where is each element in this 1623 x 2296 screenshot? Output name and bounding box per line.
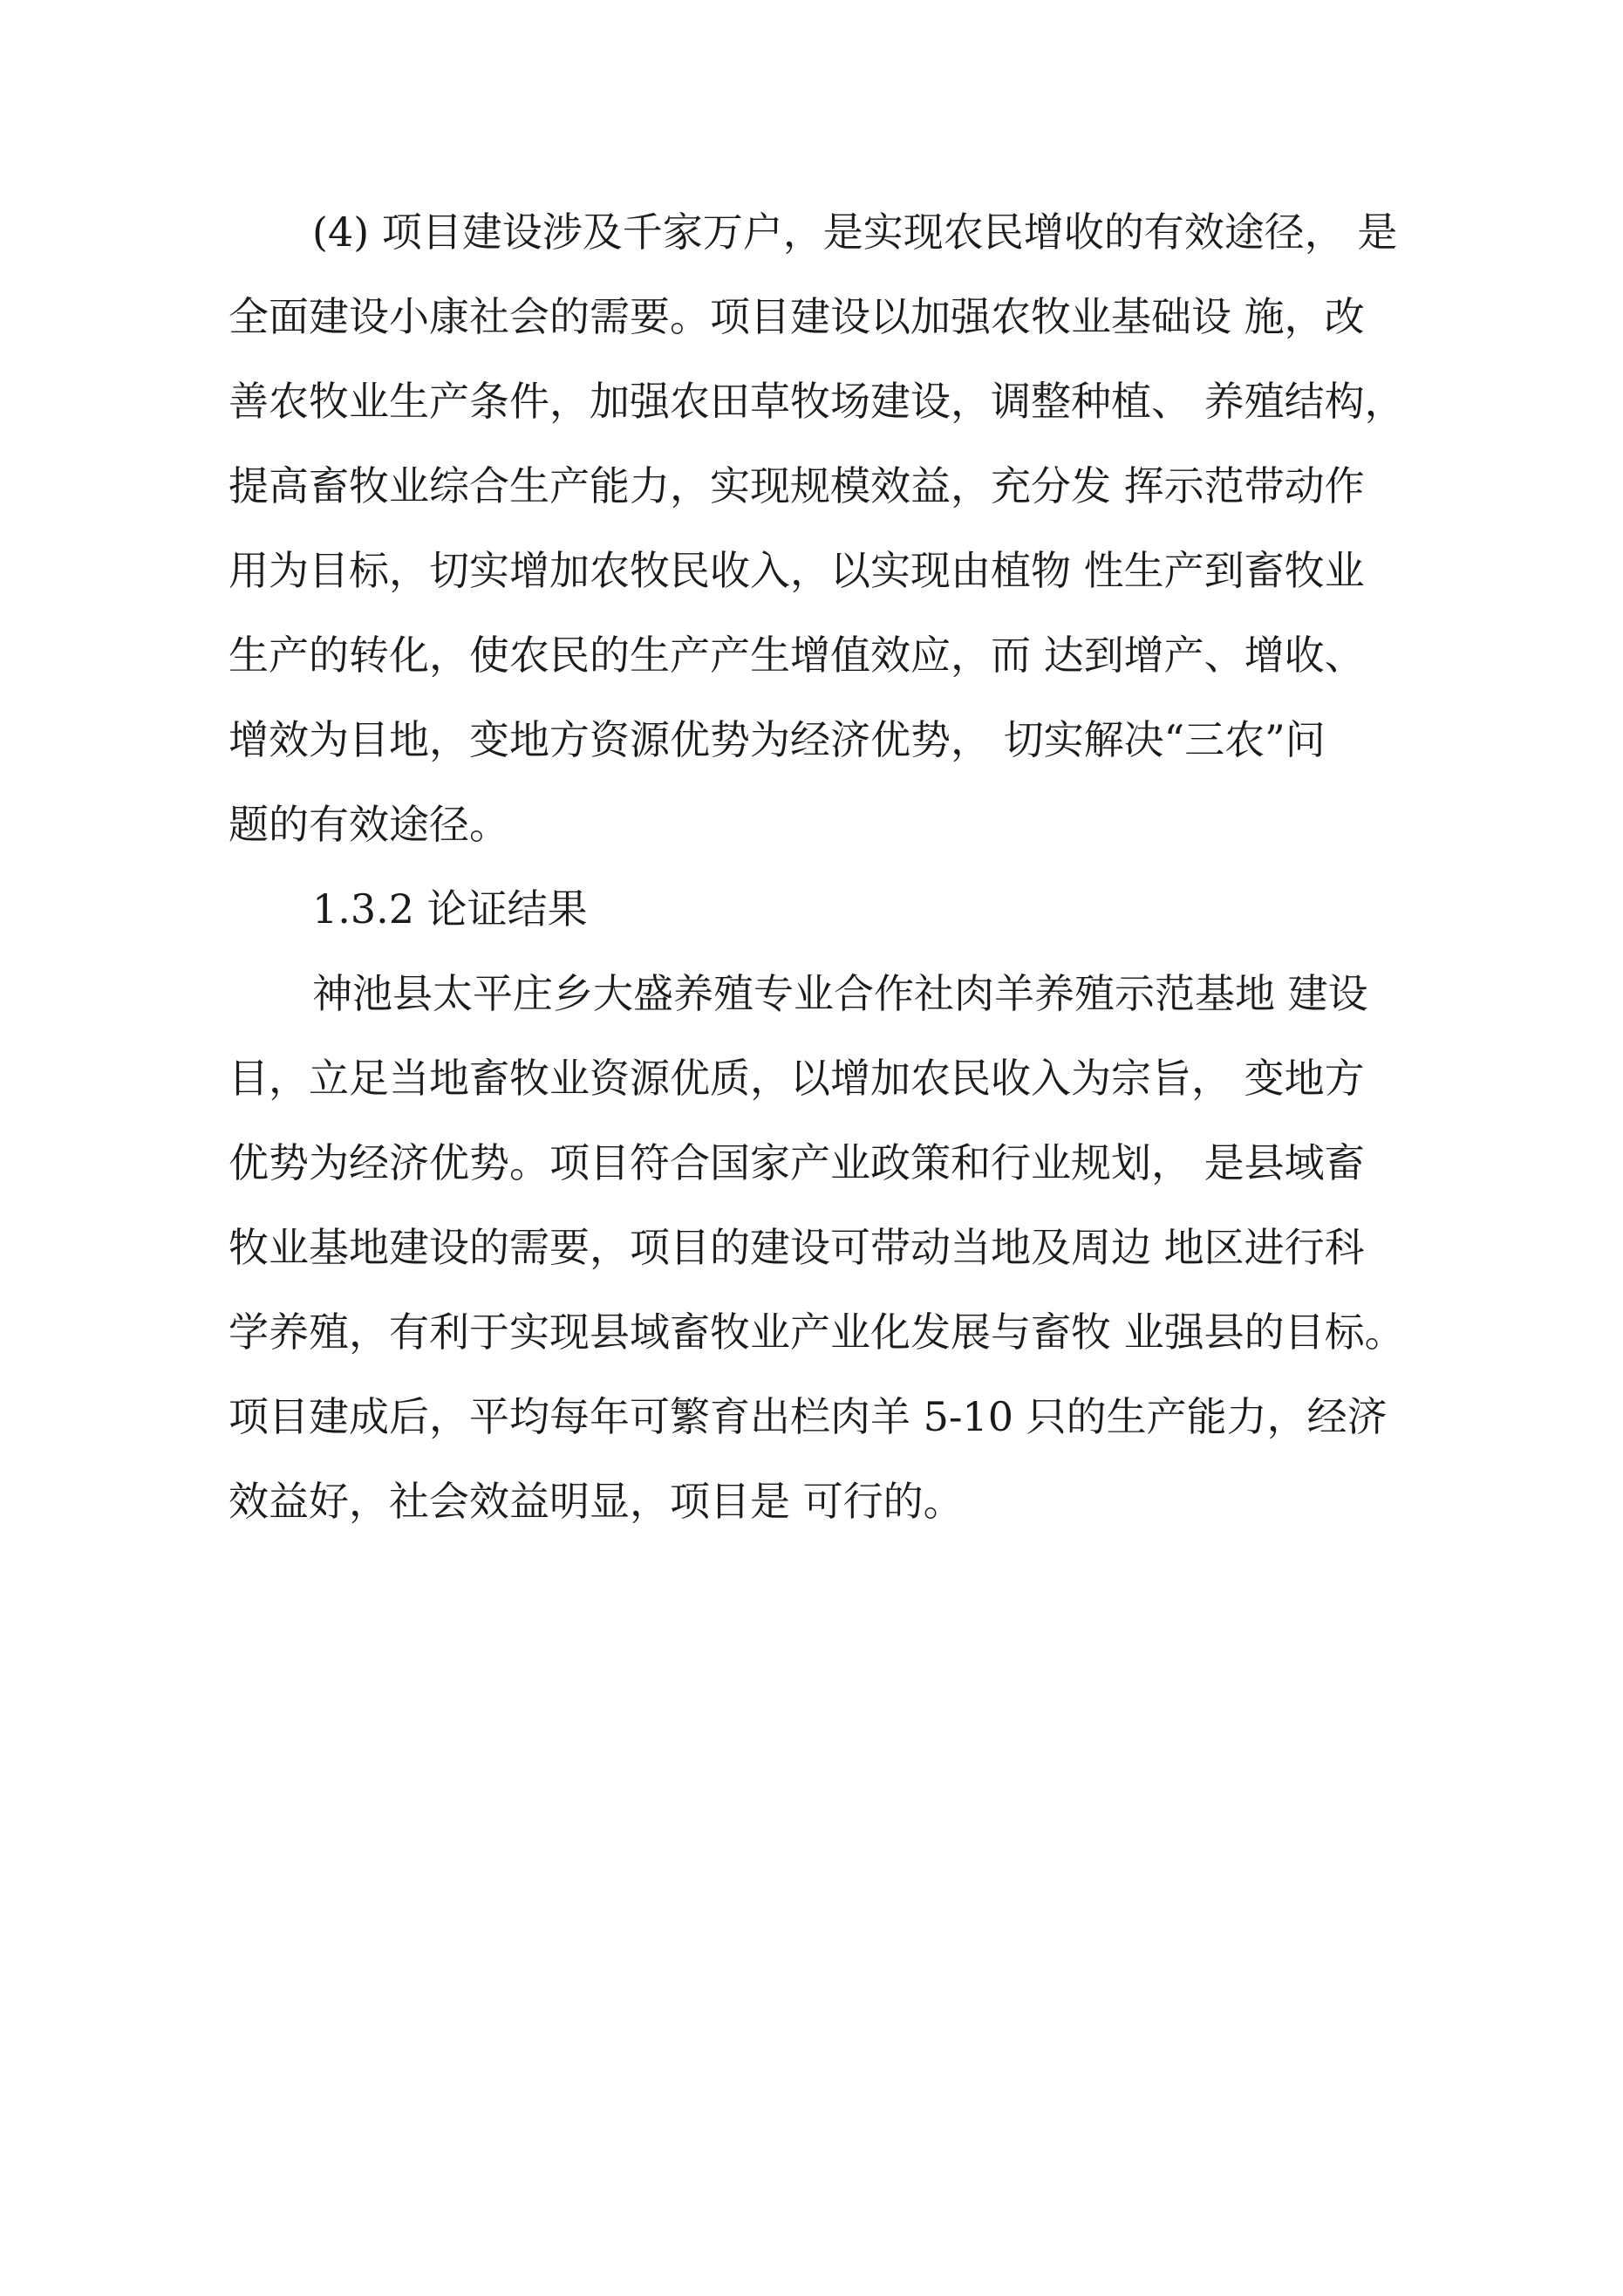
text-line: 善农牧业生产条件，加强农田草牧场建设，调整种植、 养殖结构， <box>228 378 1405 425</box>
text-line: 用为目标，切实增加农牧民收入，以实现由植物 性生产到畜牧业 <box>228 547 1365 594</box>
text-line: 目，立足当地畜牧业资源优质，以增加农民收入为宗旨， 变地方 <box>228 1055 1365 1102</box>
document-body <box>228 190 1432 1544</box>
text-line: 题的有效途径。 <box>228 801 509 848</box>
paragraph-item-4 <box>228 190 1432 867</box>
text-line: 牧业基地建设的需要，项目的建设可带动当地及周边 地区进行科 <box>228 1224 1365 1271</box>
text-line: 优势为经济优势。项目符合国家产业政策和行业规划， 是县域畜 <box>228 1139 1365 1186</box>
text-line: 增效为目地，变地方资源优势为经济优势， 切实解决“三农”问 <box>228 716 1326 763</box>
text-line: 全面建设小康社会的需要。项目建设以加强农牧业基础设 施，改 <box>228 293 1365 340</box>
text-line: 生产的转化，使农民的生产产生增值效应，而 达到增产、增收、 <box>228 632 1365 679</box>
heading-text: 1.3.2 论证结果 <box>312 885 588 933</box>
text-line: 效益好，社会效益明显，项目是 可行的。 <box>228 1478 964 1525</box>
text-line: 项目建成后，平均每年可繁育出栏肉羊 5-10 只的生产能力，经济 <box>228 1393 1388 1440</box>
section-heading <box>228 867 1432 952</box>
text-line: 神池县太平庄乡大盛养殖专业合作社肉羊养殖示范基地 建设 <box>312 970 1368 1017</box>
text-line: (4) 项目建设涉及千家万户，是实现农民增收的有效途径， 是 <box>312 208 1398 256</box>
text-line: 学养殖，有利于实现县域畜牧业产业化发展与畜牧 业强县的目标。 <box>228 1309 1405 1356</box>
paragraph-conclusion <box>228 952 1432 1544</box>
text-line: 提高畜牧业综合生产能力，实现规模效益，充分发 挥示范带动作 <box>228 462 1365 509</box>
